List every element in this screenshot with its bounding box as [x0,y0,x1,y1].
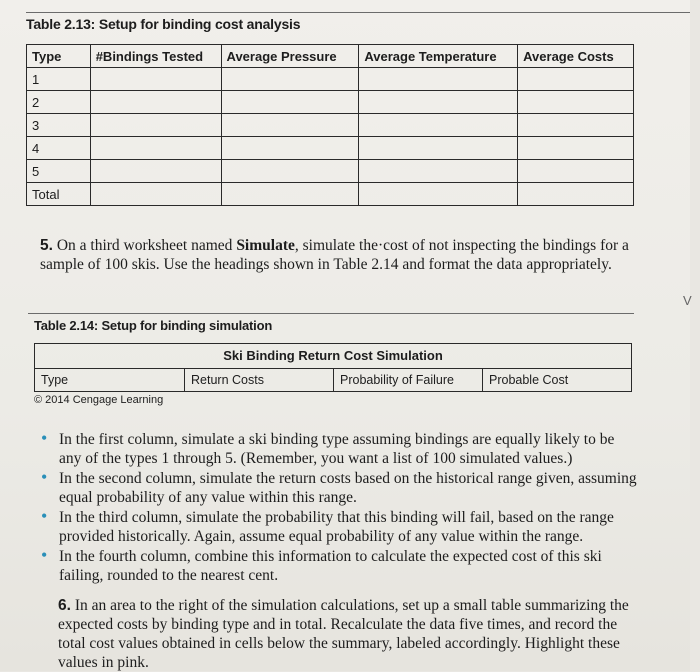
table-header-row [27,45,634,68]
step-6-paragraph [58,596,630,672]
simulation-header-row [34,368,632,392]
step-5-text-before: On a third worksheet named [52,237,237,254]
row-label: 4 [27,137,91,160]
row-label: 2 [27,91,91,114]
table-2-14-title: Table 2.14: Setup for binding simulation [34,318,273,333]
sim-col-probability-failure: Probability of Failure [334,369,483,391]
edge-mark: V [683,293,692,308]
header-average-costs: Average Costs [518,45,634,68]
header-average-pressure: Average Pressure [221,45,359,68]
bullet-dot-icon: • [41,545,48,565]
step-6-text: In an area to the right of the simulation calculations, set up a small table summarizing the expected costs by binding type and in total. Recalculate the data five times, and record the total cost values obtained in cells below the summary, labeled accordingly. Highlight these values in pink. [58,597,629,671]
bullet-dot-icon: • [41,506,48,526]
instruction-bullets [40,430,640,586]
row-label: 1 [27,68,91,91]
table-2-14-rule [28,313,634,314]
sim-col-return-costs: Return Costs [185,369,334,391]
bullet-dot-icon: • [41,428,48,448]
simulation-banner: Ski Binding Return Cost Simulation [34,343,632,368]
step-5-sheet-name: Simulate [236,237,295,254]
top-rule [26,12,690,13]
header-bindings-tested: #Bindings Tested [90,45,221,68]
list-item: • In the fourth column, combine this information to calculate the expected cost of this ski failing, rounded to the nearest cent. [41,545,602,584]
copyright-credit: © 2014 Cengage Learning [34,394,164,406]
table-row [27,91,634,114]
row-label: 3 [27,114,91,137]
binding-cost-table [26,44,634,206]
table-2-13-title: Table 2.13: Setup for binding cost analysis [26,16,301,32]
header-average-temperature: Average Temperature [359,45,518,68]
table-row-total [27,183,634,206]
list-item: • In the third column, simulate the probability that this binding will fail, based on the range provided historically. Again, assume equal probability of any value within the range. [41,506,614,545]
binding-simulation-table [34,343,632,392]
table-row [27,137,634,160]
step-5-number: 5. [40,237,53,254]
bullet-dot-icon: • [41,467,48,487]
list-item: • In the second column, simulate the return costs based on the historical range given, assuming equal probability of any value within this range. [41,467,637,506]
list-item: • In the first column, simulate a ski binding type assuming bindings are equally likely to be any of the types 1 through 5. (Remember, you want a list of 100 simulated values.) [41,428,615,467]
table-row [27,68,634,91]
header-type: Type [27,45,91,68]
step-5-paragraph [40,236,640,274]
sim-col-probable-cost: Probable Cost [489,373,569,387]
row-label: 5 [27,160,91,183]
step-5-text-after: , simulate the·cost of not inspecting the bindings for a sample of 100 skis. Use the headings shown in Table 2.14 and format the data appropriately. [40,237,629,273]
table-row [27,160,634,183]
table-row [27,114,634,137]
step-6-number: 6. [58,597,71,614]
sim-col-type: Type [35,369,185,391]
row-label: Total [27,183,91,206]
